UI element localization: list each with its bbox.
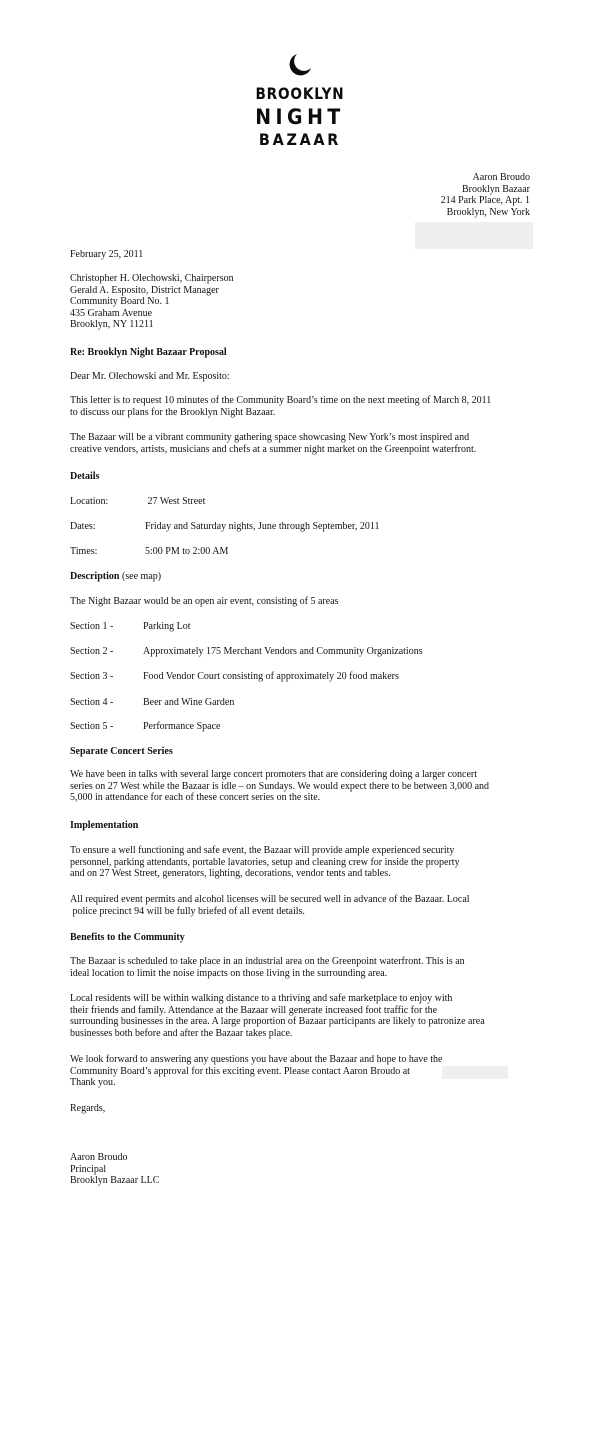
section-value: Beer and Wine Garden [143,697,235,708]
detail-dates [70,521,379,533]
sender-address [441,172,530,218]
paragraph-line: Local residents will be within walking distance to a thriving and safe marketplace to enjoy with [70,993,453,1004]
paragraph-line: surrounding businesses in the area. A large proportion of Bazaar participants are likely to patronize area [70,1016,485,1028]
detail-times [70,546,228,558]
detail-location [70,496,205,508]
paragraph-line: Thank you. [70,1077,116,1089]
section-row [70,646,423,658]
section-label: Section 1 - [70,621,114,632]
section-row [70,671,399,683]
section-value: Performance Space [143,721,221,732]
concert-heading: Separate Concert Series [70,746,173,757]
section-label: Section 3 - [70,671,114,682]
details-heading: Details [70,471,100,482]
paragraph-line: To ensure a well functioning and safe event, the Bazaar will provide ample experienced security [70,845,455,856]
salutation: Dear Mr. Olechowski and Mr. Esposito: [70,371,230,382]
intro-paragraph-2 [70,432,540,455]
paragraph-line: their friends and family. Attendance at the Bazaar will generate increased foot traffic for the [70,1004,438,1016]
recipient-line: Christopher H. Olechowski, Chairperson [70,273,234,284]
logo-line-brooklyn: BROOKLYN [255,84,345,103]
paragraph-line: personnel, parking attendants, portable lavatories, setup and cleaning crew for inside the property [70,856,460,868]
section-row [70,621,191,633]
detail-value: Friday and Saturday nights, June through September, 2011 [145,521,380,532]
section-row [70,721,220,733]
section-label: Section 5 - [70,721,114,732]
sender-city: Brooklyn, New York [446,206,530,218]
signature-name: Aaron Broudo [70,1152,128,1163]
detail-label: Location: [70,496,109,507]
logo-line-bazaar: BAZAAR [258,130,342,149]
sender-company: Brooklyn Bazaar [461,183,530,195]
paragraph-line: Community Board’s approval for this exciting event. Please contact Aaron Broudo at [70,1065,410,1077]
sender-name: Aaron Broudo [472,172,530,183]
paragraph-line: and on 27 West Street, generators, lighting, decorations, vendor tents and tables. [70,868,391,880]
sender-street: 214 Park Place, Apt. 1 [440,195,530,207]
signature-block [70,1152,159,1187]
logo-line-night: NIGHT [255,105,345,129]
intro-paragraph-1 [70,395,540,418]
benefits-heading: Benefits to the Community [70,932,185,943]
detail-value: 27 West Street [145,496,206,507]
description-intro: The Night Bazaar would be an open air event, consisting of 5 areas [70,596,339,607]
concert-paragraph [70,769,540,804]
paragraph-line: The Bazaar is scheduled to take place in an industrial area on the Greenpoint waterfront. This is an [70,956,465,967]
benefits-paragraph-2 [70,993,540,1039]
paragraph-line: The Bazaar will be a vibrant community gathering space showcasing New York’s most inspired and [70,432,470,443]
paragraph-line: All required event permits and alcohol licenses will be secured well in advance of the Bazaar. Local [70,894,470,905]
detail-value: 5:00 PM to 2:00 AM [145,546,229,557]
benefits-paragraph-1 [70,956,540,979]
implementation-heading: Implementation [70,820,139,831]
description-heading-note: (see map) [119,571,162,582]
paragraph-line: police precinct 94 will be fully briefed of all event details. [70,905,305,917]
section-value: Food Vendor Court consisting of approximately 20 food makers [143,671,399,682]
subject-line: Re: Brooklyn Night Bazaar Proposal [70,347,227,358]
letter-date: February 25, 2011 [70,249,144,260]
recipient-line: 435 Graham Avenue [70,307,153,319]
section-label: Section 4 - [70,697,114,708]
recipient-address [70,273,234,331]
signature-title: Principal [70,1163,107,1175]
paragraph-line: 5,000 in attendance for each of these concert series on the site. [70,792,321,804]
regards: Regards, [70,1103,106,1114]
paragraph-line: series on 27 West while the Bazaar is idle – on Sundays. We would expect there to be between 3,000 and [70,780,490,792]
description-heading [70,571,161,583]
paragraph-line: businesses both before and after the Bazaar takes place. [70,1027,293,1039]
description-heading-text: Description [70,571,120,582]
paragraph-line: ideal location to limit the noise impacts on those living in the surrounding area. [70,967,388,979]
recipient-line: Brooklyn, NY 11211 [70,319,154,331]
section-value: Approximately 175 Merchant Vendors and Community Organizations [143,646,423,657]
paragraph-line: creative vendors, artists, musicians and chefs at a summer night market on the Greenpoint waterfront. [70,443,477,455]
implementation-paragraph-2 [70,894,540,917]
recipient-line: Gerald A. Esposito, District Manager [70,284,219,296]
brooklyn-night-bazaar-logo [240,52,360,150]
section-row [70,697,234,709]
section-value: Parking Lot [143,621,191,632]
crescent-moon-icon [287,52,313,78]
recipient-line: Community Board No. 1 [70,296,170,308]
redacted-contact-block [415,222,533,249]
paragraph-line: This letter is to request 10 minutes of the Community Board’s time on the next meeting of March 8, 2011 [70,395,492,406]
paragraph-line: We look forward to answering any questions you have about the Bazaar and hope to have the [70,1054,443,1065]
paragraph-line: We have been in talks with several large concert promoters that are considering doing a larger concert [70,769,477,780]
paragraph-line: to discuss our plans for the Brooklyn Night Bazaar. [70,406,276,418]
implementation-paragraph-1 [70,845,540,880]
detail-label: Dates: [70,521,96,532]
section-label: Section 2 - [70,646,114,657]
detail-label: Times: [70,546,98,557]
signature-company: Brooklyn Bazaar LLC [70,1175,160,1187]
redacted-contact-info [442,1066,508,1079]
